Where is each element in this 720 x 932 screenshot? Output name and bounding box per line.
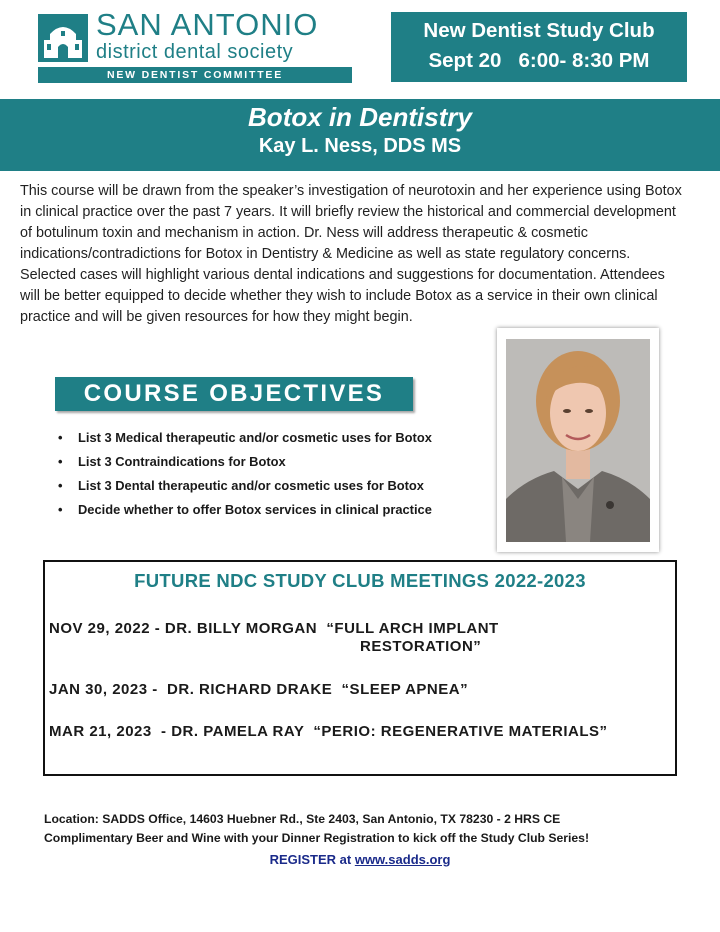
- speaker-photo: [497, 328, 659, 552]
- event-datetime: Sept 20 6:00- 8:30 PM: [428, 49, 650, 72]
- event-name: New Dentist Study Club: [423, 19, 655, 42]
- event-box: [391, 12, 687, 82]
- speaker-name: Kay L. Ness, DDS MS: [258, 135, 462, 157]
- bullet-icon: •: [58, 478, 63, 493]
- logo-subtitle: district dental society: [96, 41, 294, 63]
- meeting-nov-line2: RESTORATION”: [360, 638, 482, 655]
- list-item: • List 3 Medical therapeutic and/or cosmetic uses for Botox: [58, 430, 432, 445]
- bullet-icon: •: [58, 502, 63, 517]
- footer-info: [44, 810, 589, 848]
- speaker-portrait-image: [506, 339, 650, 542]
- list-item: • List 3 Contraindications for Botox: [58, 454, 286, 469]
- meeting-jan: JAN 30, 2023 - DR. RICHARD DRAKE “SLEEP APNEA”: [49, 681, 469, 698]
- list-item: • List 3 Dental therapeutic and/or cosmetic uses for Botox: [58, 478, 424, 493]
- register-line: [0, 852, 720, 867]
- objectives-list: [58, 429, 432, 525]
- bullet-icon: •: [58, 454, 63, 469]
- bullet-icon: •: [58, 430, 63, 445]
- complimentary-text: Complimentary Beer and Wine with your Dinner Registration to kick off the Study Club Series!: [44, 831, 590, 845]
- alamo-logo-icon: [38, 14, 88, 62]
- course-title-band: [0, 99, 720, 171]
- future-meetings-box: [43, 560, 677, 776]
- meeting-mar: MAR 21, 2023 - DR. PAMELA RAY “PERIO: REGENERATIVE MATERIALS”: [49, 723, 608, 740]
- logo-title: SAN ANTONIO: [96, 7, 319, 42]
- course-description: This course will be drawn from the speaker’s investigation of neurotoxin and her experience using Botox in clinical practice over the past 7 years. It will briefly review the historical and commercial development of botulinum toxin and mechanism in action. Dr. Ness will address therapeutic & cosmetic indications/contradictions for Botox in Dentistry & Medicine as well as state regulatory concerns. Selected cases will highlight various dental indications and suggestions for documentation. Attendees will be better equipped to decide whether they wish to include Botox as a service in their own clinical practice and will be given resources for how they might begin.: [20, 183, 682, 325]
- course-objectives-header: COURSE OBJECTIVES: [55, 377, 413, 411]
- location-text: Location: SADDS Office, 14603 Huebner Rd., Ste 2403, San Antonio, TX 78230 - 2 HRS CE: [44, 812, 561, 826]
- register-label: REGISTER at: [269, 852, 355, 867]
- course-title: Botox in Dentistry: [248, 102, 472, 132]
- logo-committee: NEW DENTIST COMMITTEE: [38, 67, 352, 83]
- register-link[interactable]: www.sadds.org: [354, 852, 451, 867]
- meeting-nov-line1: NOV 29, 2022 - DR. BILLY MORGAN “FULL ARCH IMPLANT: [49, 620, 499, 637]
- list-item: • Decide whether to offer Botox services in clinical practice: [58, 502, 432, 517]
- meetings-title: FUTURE NDC STUDY CLUB MEETINGS 2022-2023: [134, 570, 586, 591]
